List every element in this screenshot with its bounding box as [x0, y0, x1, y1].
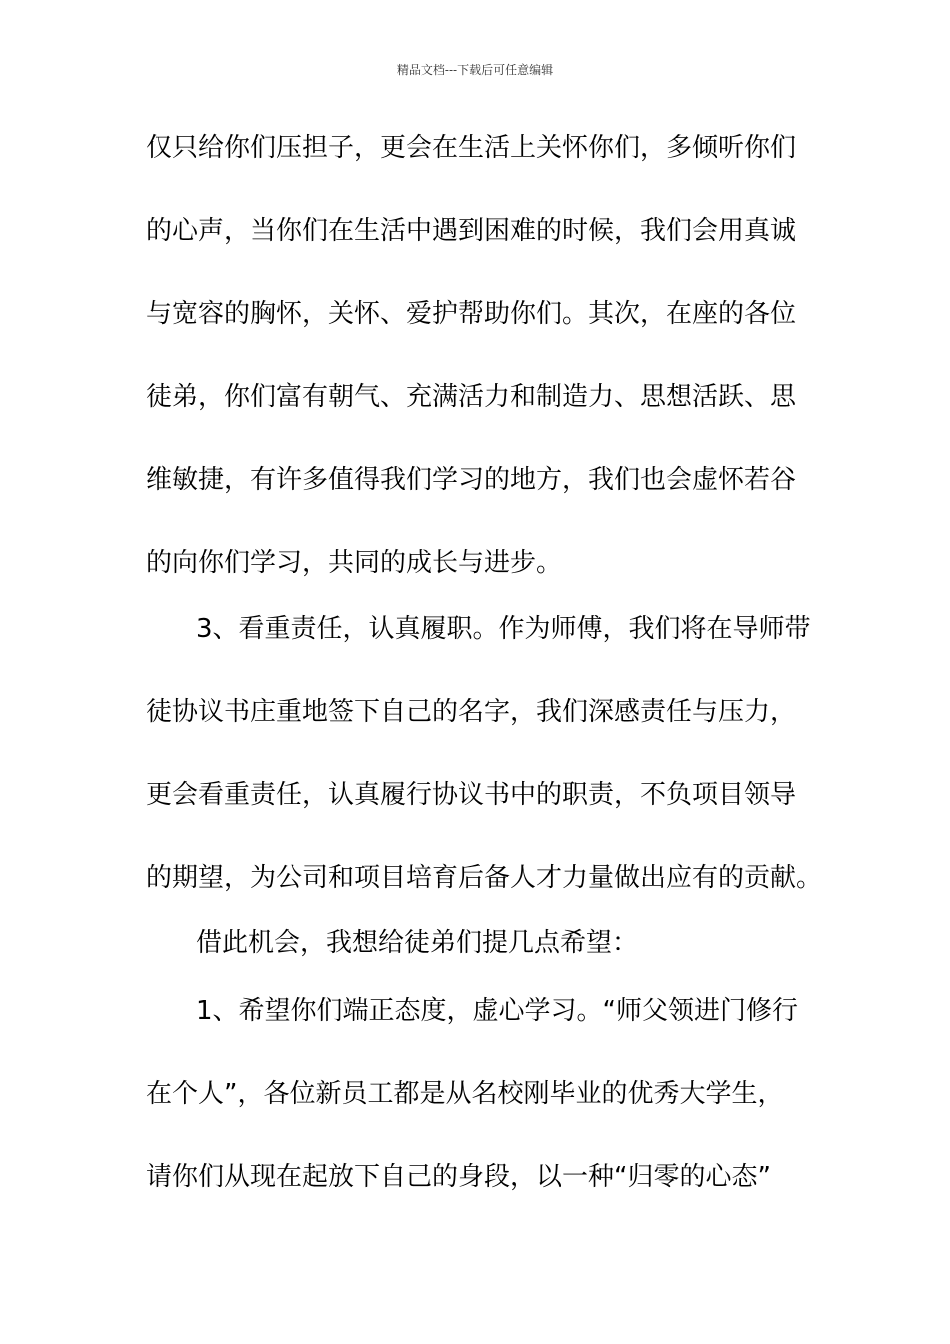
- body-line: 的心声，当你们在生活中遇到困难的时候，我们会用真诚: [146, 216, 797, 246]
- body-line: 的期望，为公司和项目培育后备人才力量做出应有的贡献。: [146, 863, 823, 893]
- body-line: 借此机会，我想给徒弟们提几点希望：: [196, 928, 639, 958]
- body-line: 仅只给你们压担子，更会在生活上关怀你们，多倾听你们: [146, 133, 797, 163]
- page-header: 精品文档---下载后可任意编辑: [396, 63, 554, 77]
- body-line: 3、看重责任，认真履职。作为师傅，我们将在导师带: [196, 614, 811, 644]
- body-line: 1、希望你们端正态度，虚心学习。“师父领进门修行: [196, 996, 799, 1026]
- body-line: 维敏捷，有许多值得我们学习的地方，我们也会虚怀若谷: [146, 465, 797, 495]
- body-line: 徒弟，你们富有朝气、充满活力和制造力、思想活跃、思: [146, 382, 797, 412]
- body-line: 更会看重责任，认真履行协议书中的职责，不负项目领导: [146, 780, 797, 810]
- body-line: 徒协议书庄重地签下自己的名字，我们深感责任与压力，: [146, 697, 797, 727]
- body-line: 与宽容的胸怀，关怀、爱护帮助你们。其次，在座的各位: [146, 299, 797, 329]
- body-line: 请你们从现在起放下自己的身段，以一种“归零的心态”: [146, 1162, 771, 1192]
- body-line: 在个人”，各位新员工都是从名校刚毕业的优秀大学生，: [146, 1079, 784, 1109]
- body-line: 的向你们学习，共同的成长与进步。: [146, 548, 563, 578]
